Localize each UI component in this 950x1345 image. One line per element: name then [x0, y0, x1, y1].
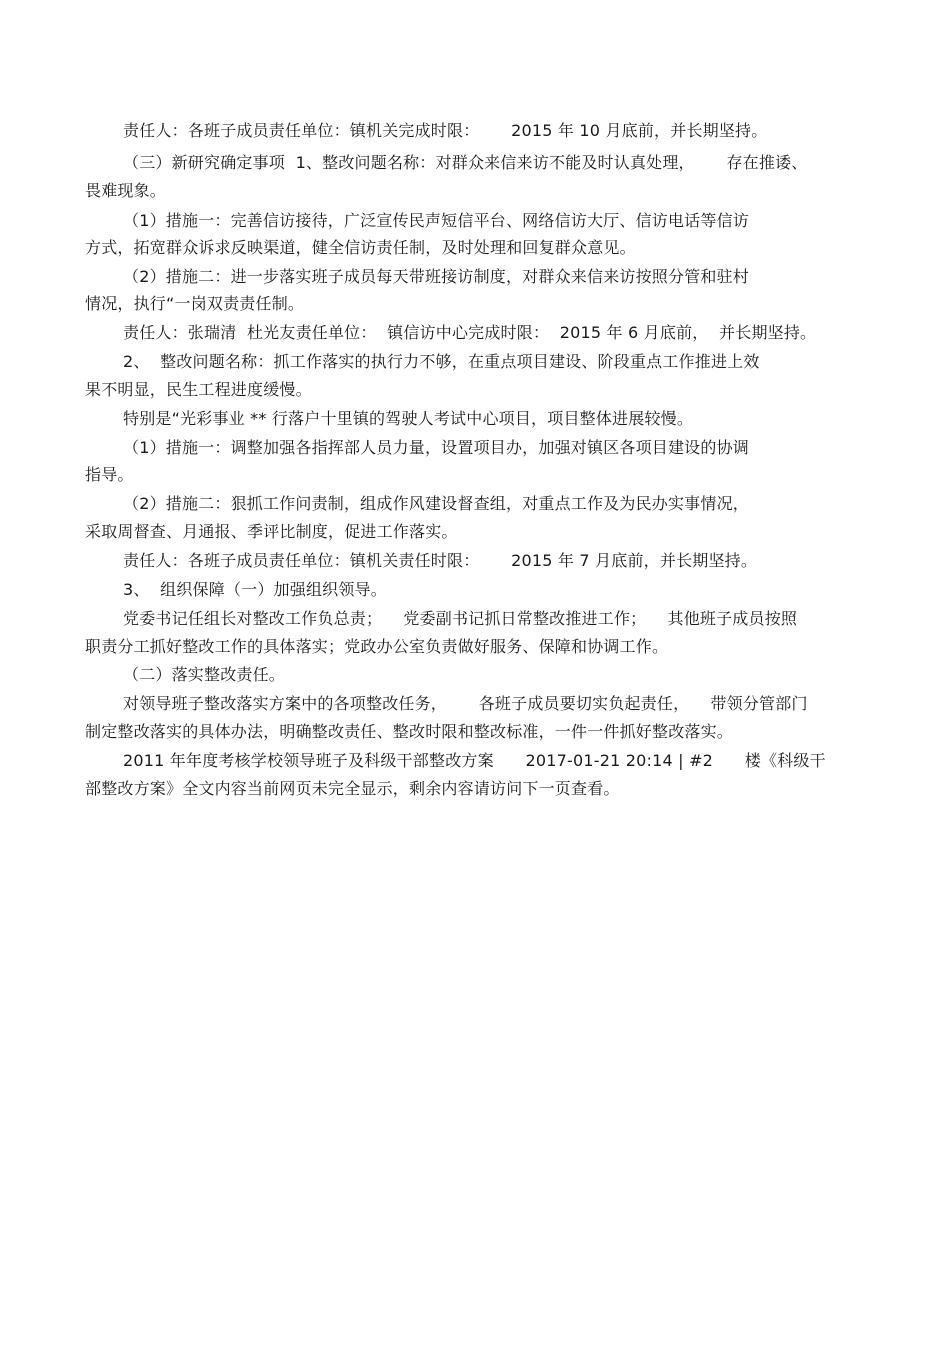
text-line: （三）新研究确定事项 1、整改问题名称：对群众来信来访不能及时认真处理， 存在推诿、: [123, 153, 808, 172]
text-line: 情况，执行“一岗双责责任制。: [85, 294, 305, 313]
text-line: 2、 整改问题名称：抓工作落实的执行力不够，在重点项目建设、阶段重点工作推进上效: [123, 352, 760, 371]
text-line: 2011 年年度考核学校领导班子及科级干部整改方案 2017-01-21 20:14 | #2 楼《科级干: [123, 751, 826, 770]
text-line: （2）措施二：进一步落实班子成员每天带班接访制度，对群众来信来访按照分管和驻村: [123, 267, 749, 286]
text-line: 党委书记任组长对整改工作负总责； 党委副书记抓日常整改推进工作； 其他班子成员按照: [123, 609, 798, 628]
text-line: （2）措施二：狠抓工作问责制，组成作风建设督查组，对重点工作及为民办实事情况，: [123, 494, 749, 513]
text-line: 制定整改落实的具体办法，明确整改责任、整改时限和整改标准，一件一件抓好整改落实。: [85, 722, 734, 741]
text-line: 责任人：各班子成员责任单位：镇机关责任时限： 2015 年 7 月底前，并长期坚持。: [123, 551, 758, 570]
text-line: 果不明显，民生工程进度缓慢。: [85, 380, 312, 399]
text-line: 3、 组织保障（一）加强组织领导。: [123, 580, 387, 599]
text-line: 指导。: [85, 465, 134, 484]
text-line: 职责分工抓好整改工作的具体落实；党政办公室负责做好服务、保障和协调工作。: [85, 637, 669, 656]
text-line: 部整改方案》全文内容当前网页未完全显示，剩余内容请访问下一页查看。: [85, 779, 620, 798]
text-line: 采取周督查、月通报、季评比制度，促进工作落实。: [85, 522, 458, 541]
text-line: 特别是“光彩事业 ** 行落户十里镇的驾驶人考试中心项目，项目整体进展较慢。: [123, 409, 694, 428]
text-line: （1）措施一：调整加强各指挥部人员力量，设置项目办，加强对镇区各项目建设的协调: [123, 438, 749, 457]
text-line: 畏难现象。: [85, 181, 167, 200]
text-line: 责任人：各班子成员责任单位：镇机关完成时限： 2015 年 10 月底前，并长期坚持。: [123, 121, 768, 140]
text-line: （1）措施一：完善信访接待，广泛宣传民声短信平台、网络信访大厅、信访电话等信访: [123, 211, 749, 230]
text-line: 责任人：张瑞清 杜光友责任单位： 镇信访中心完成时限： 2015 年 6 月底前， 并长期坚持。: [123, 323, 817, 342]
text-line: （二）落实整改责任。: [123, 665, 286, 684]
text-line: 方式，拓宽群众诉求反映渠道，健全信访责任制，及时处理和回复群众意见。: [85, 238, 636, 257]
text-line: 对领导班子整改落实方案中的各项整改任务， 各班子成员要切实负起责任， 带领分管部门: [123, 694, 808, 713]
